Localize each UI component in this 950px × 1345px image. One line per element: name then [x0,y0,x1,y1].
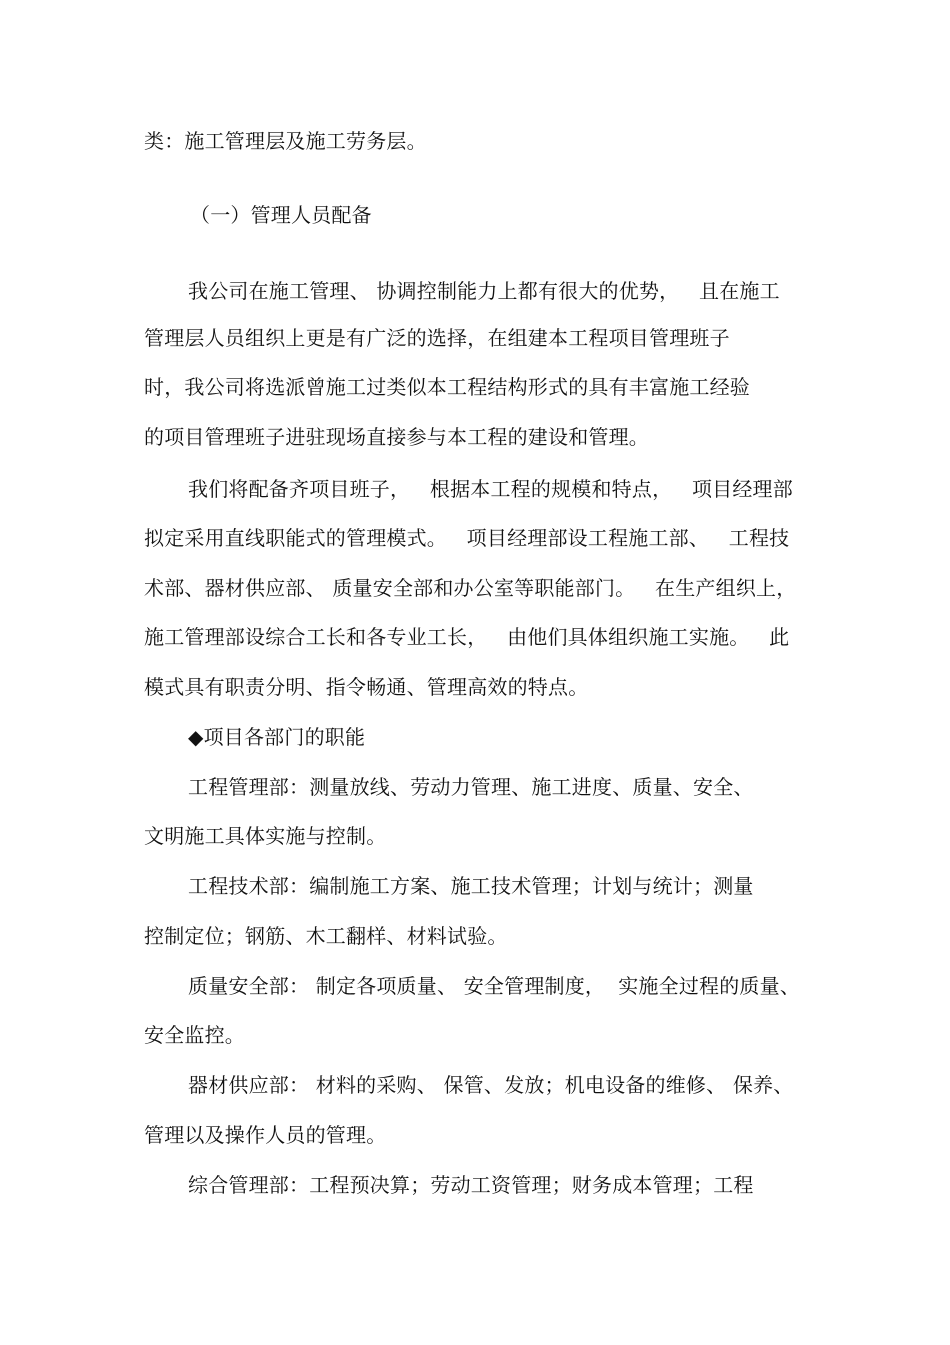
section-heading-department-functions: ◆项目各部门的职能 [188,725,366,749]
paragraph-line-11: 模式具有职责分明、指令畅通、管理高效的特点。 [144,675,589,699]
general-management-dept-line-1: 综合管理部：工程预决算；劳动工资管理；财务成本管理；工程 [188,1173,754,1197]
engineering-management-dept-line-1: 工程管理部：测量放线、劳动力管理、施工进度、质量、安全、 [188,775,754,799]
paragraph-line-1: 类：施工管理层及施工劳务层。 [144,129,427,153]
paragraph-line-7: 我们将配备齐项目班子， 根据本工程的规模和特点， 项目经理部 [188,477,793,501]
paragraph-line-10: 施工管理部设综合工长和各专业工长， 由他们具体组织施工实施。 此 [144,625,790,649]
equipment-supply-dept-line-1: 器材供应部： 材料的采购、 保管、发放；机电设备的维修、 保养、 [188,1073,794,1097]
quality-safety-dept-line-2: 安全监控。 [144,1023,245,1047]
paragraph-line-8: 拟定采用直线职能式的管理模式。 项目经理部设工程施工部、 工程技 [144,526,790,550]
engineering-technology-dept-line-1: 工程技术部：编制施工方案、施工技术管理；计划与统计；测量 [188,874,754,898]
engineering-management-dept-line-2: 文明施工具体实施与控制。 [144,824,387,848]
section-heading-management-staffing: （一）管理人员配备 [190,203,372,227]
paragraph-line-5: 时，我公司将选派曾施工过类似本工程结构形式的具有丰富施工经验 [144,375,750,399]
paragraph-line-6: 的项目管理班子进驻现场直接参与本工程的建设和管理。 [144,425,649,449]
paragraph-line-4: 管理层人员组织上更是有广泛的选择，在组建本工程项目管理班子 [144,326,730,350]
paragraph-line-3: 我公司在施工管理、 协调控制能力上都有很大的优势， 且在施工 [188,279,780,303]
equipment-supply-dept-line-2: 管理以及操作人员的管理。 [144,1123,387,1147]
engineering-technology-dept-line-2: 控制定位；钢筋、木工翻样、材料试验。 [144,924,508,948]
quality-safety-dept-line-1: 质量安全部： 制定各项质量、 安全管理制度， 实施全过程的质量、 [188,974,801,998]
paragraph-line-9: 术部、器材供应部、 质量安全部和办公室等职能部门。 在生产组织上， [144,576,797,600]
